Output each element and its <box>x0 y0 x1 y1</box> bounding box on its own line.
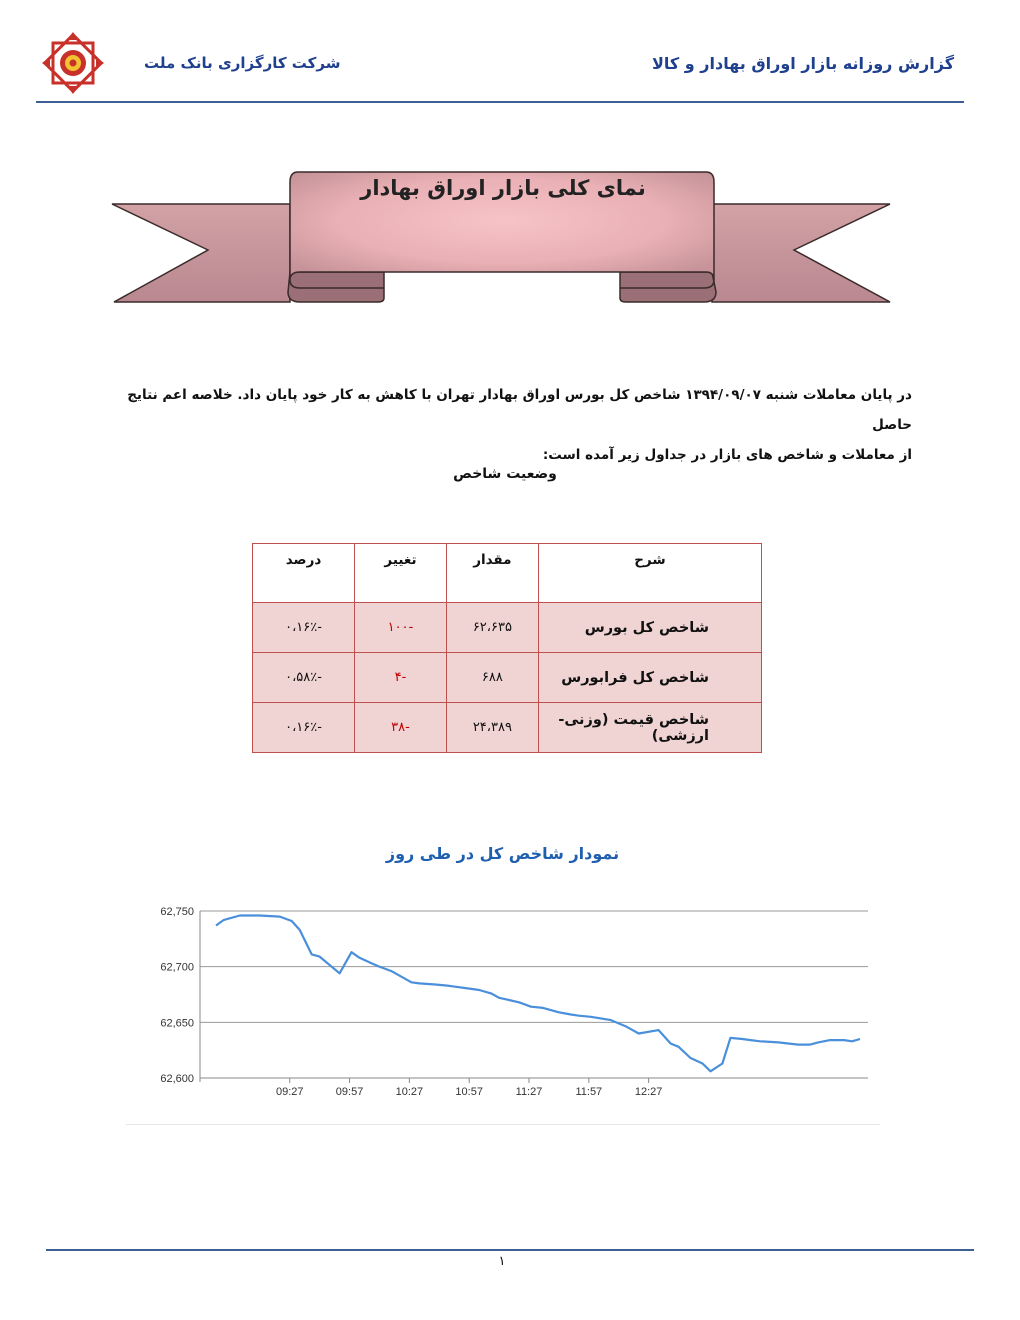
header-percent: درصد <box>253 544 355 603</box>
row-value: ۲۴،۳۸۹ <box>446 703 538 753</box>
chart-title: نمودار شاخص کل در طی روز <box>385 844 620 863</box>
intraday-index-chart <box>120 900 880 1122</box>
y-tick-label: 62,750 <box>160 906 194 918</box>
index-status-table <box>252 543 762 753</box>
row-desc: شاخص کل فرابورس <box>538 653 761 703</box>
row-value: ۶۲،۶۳۵ <box>446 603 538 653</box>
table-row <box>253 603 762 653</box>
row-percent: -۰،۵۸٪ <box>253 653 355 703</box>
intro-line-2: از معاملات و شاخص های بازار در جداول زیر آمده است: <box>542 447 912 463</box>
header-change: تغییر <box>355 544 447 603</box>
row-percent: -۰،۱۶٪ <box>253 703 355 753</box>
x-tick-label: 10:57 <box>455 1086 483 1098</box>
index-table-title: وضعیت شاخص <box>453 466 557 482</box>
intro-paragraph <box>92 380 912 470</box>
bank-mellat-logo-icon <box>40 30 106 96</box>
row-change: -۳۸ <box>355 703 447 753</box>
x-tick-label: 12:27 <box>634 1086 663 1098</box>
header-value: مقدار <box>446 544 538 603</box>
row-desc: شاخص قیمت (وزنی-ارزشی) <box>538 703 761 753</box>
x-tick-label: 09:27 <box>275 1086 304 1098</box>
y-tick-label: 62,700 <box>160 961 194 974</box>
company-name: شرکت کارگزاری بانک ملت <box>144 54 341 72</box>
chart-bottom-border <box>126 1124 880 1125</box>
page-number: ۱ <box>498 1254 506 1269</box>
table-row <box>253 703 762 753</box>
y-tick-label: 62,650 <box>160 1017 194 1030</box>
x-tick-label: 09:57 <box>335 1086 364 1098</box>
report-title: گزارش روزانه بازار اوراق بهادار و کالا <box>651 54 954 73</box>
x-tick-label: 10:27 <box>395 1086 424 1098</box>
y-tick-label: 62,600 <box>160 1073 194 1085</box>
row-change: -۱۰۰ <box>355 603 447 653</box>
x-tick-label: 11:27 <box>515 1086 543 1098</box>
x-tick-label: 11:57 <box>575 1086 603 1098</box>
intro-line-1: در پایان معاملات شنبه ۱۳۹۴/۰۹/۰۷ شاخص کل بورس اوراق بهادار تهران با کاهش به کار خود پایان داد. خلاصه اعم نتایج حاصل <box>127 387 912 433</box>
table-header-row <box>253 544 762 603</box>
table-row <box>253 653 762 703</box>
series-line <box>216 916 860 1072</box>
header-desc: شرح <box>538 544 761 603</box>
row-change: -۴ <box>355 653 447 703</box>
banner-title: نمای کلی بازار اوراق بهادار <box>360 176 646 200</box>
header-divider <box>36 101 964 103</box>
row-percent: -۰،۱۶٪ <box>253 603 355 653</box>
row-desc: شاخص کل بورس <box>538 603 761 653</box>
footer-divider <box>46 1249 974 1251</box>
row-value: ۶۸۸ <box>446 653 538 703</box>
